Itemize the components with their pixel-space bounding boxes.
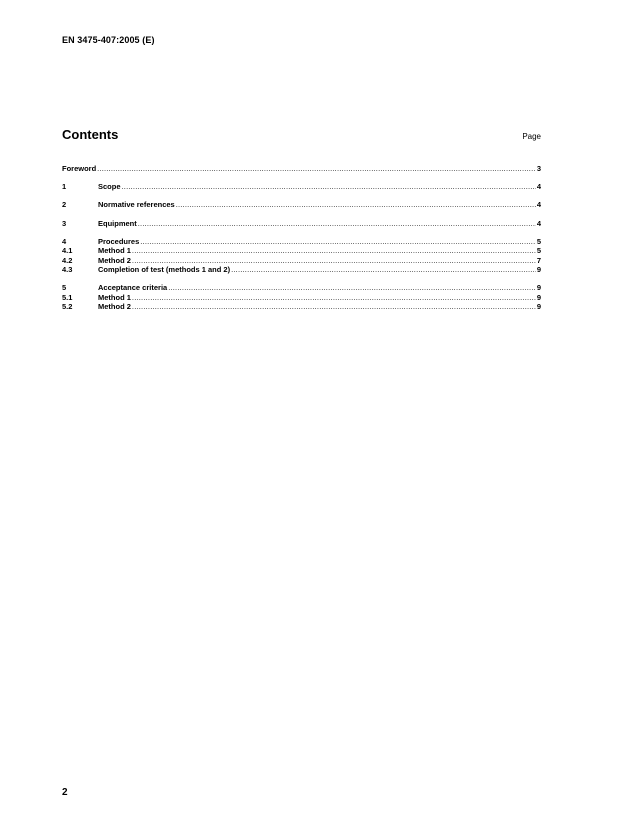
toc-page-number: 9	[536, 264, 541, 274]
toc-leader-dots	[132, 293, 536, 302]
toc-section-number: 5.2	[62, 301, 73, 311]
toc-section-number: 5	[62, 283, 67, 293]
toc-entry-acceptance-method-2[interactable]	[62, 302, 541, 311]
toc-entry-equipment[interactable]	[62, 219, 541, 228]
toc-title: Method 1	[98, 292, 131, 302]
toc-page-number: 5	[536, 236, 541, 246]
toc-page-number: 4	[536, 218, 541, 228]
contents-heading: Contents	[62, 127, 119, 142]
toc-title: Method 2	[98, 301, 131, 311]
toc-title: Procedures	[98, 236, 140, 246]
toc-page-number: 3	[536, 164, 541, 173]
toc-leader-dots	[138, 219, 536, 228]
toc-line	[98, 256, 541, 265]
toc-page-number: 4	[536, 182, 541, 192]
toc-entry-scope[interactable]	[62, 182, 541, 191]
toc-page-number: 9	[536, 301, 541, 311]
toc-title: Completion of test (methods 1 and 2)	[98, 264, 231, 274]
toc-line	[98, 237, 541, 246]
toc-leader-dots	[132, 256, 536, 265]
toc-title: Method 2	[98, 255, 131, 265]
toc-entry-completion-of-test[interactable]	[62, 265, 541, 274]
toc-leader-dots	[132, 302, 536, 311]
toc-line	[98, 246, 541, 255]
toc-leader-dots	[122, 182, 536, 191]
toc-line	[62, 164, 541, 173]
toc-page-number: 9	[536, 292, 541, 302]
toc-title: Method 1	[98, 246, 131, 256]
toc-leader-dots	[176, 200, 536, 209]
toc-line	[98, 219, 541, 228]
toc-section-number: 5.1	[62, 292, 73, 302]
toc-section-number: 4.2	[62, 255, 73, 265]
toc-leader-dots	[231, 265, 536, 274]
toc-line	[98, 200, 541, 209]
toc-title: Scope	[98, 182, 121, 192]
toc-entry-method-1[interactable]	[62, 246, 541, 255]
toc-section-number: 4.3	[62, 264, 73, 274]
toc-leader-dots	[168, 283, 536, 292]
toc-page-number: 4	[536, 200, 541, 210]
table-of-contents	[62, 164, 541, 311]
toc-entry-foreword[interactable]	[62, 164, 541, 173]
toc-leader-dots	[140, 237, 536, 246]
footer-page-number: 2	[62, 787, 68, 798]
toc-line	[98, 182, 541, 191]
toc-line	[98, 265, 541, 274]
toc-title: Foreword	[62, 164, 97, 173]
toc-leader-dots	[132, 246, 536, 255]
toc-entry-acceptance-method-1[interactable]	[62, 293, 541, 302]
toc-section-number: 4.1	[62, 246, 73, 256]
toc-line	[98, 302, 541, 311]
toc-section-number: 3	[62, 218, 67, 228]
toc-title: Acceptance criteria	[98, 283, 168, 293]
toc-page-number: 9	[536, 283, 541, 293]
toc-entry-procedures[interactable]	[62, 237, 541, 246]
page-column-heading: Page	[522, 132, 541, 141]
toc-title: Equipment	[98, 218, 137, 228]
document-id: EN 3475-407:2005 (E)	[62, 35, 155, 45]
toc-entry-acceptance-criteria[interactable]	[62, 283, 541, 292]
toc-title: Normative references	[98, 200, 175, 210]
toc-section-number: 4	[62, 236, 67, 246]
toc-section-number: 1	[62, 182, 67, 192]
toc-page-number: 7	[536, 255, 541, 265]
toc-page-number: 5	[536, 246, 541, 256]
toc-line	[98, 293, 541, 302]
toc-section-number: 2	[62, 200, 67, 210]
toc-line	[98, 283, 541, 292]
toc-leader-dots	[97, 164, 536, 173]
toc-entry-method-2[interactable]	[62, 256, 541, 265]
toc-entry-normative-references[interactable]	[62, 200, 541, 209]
